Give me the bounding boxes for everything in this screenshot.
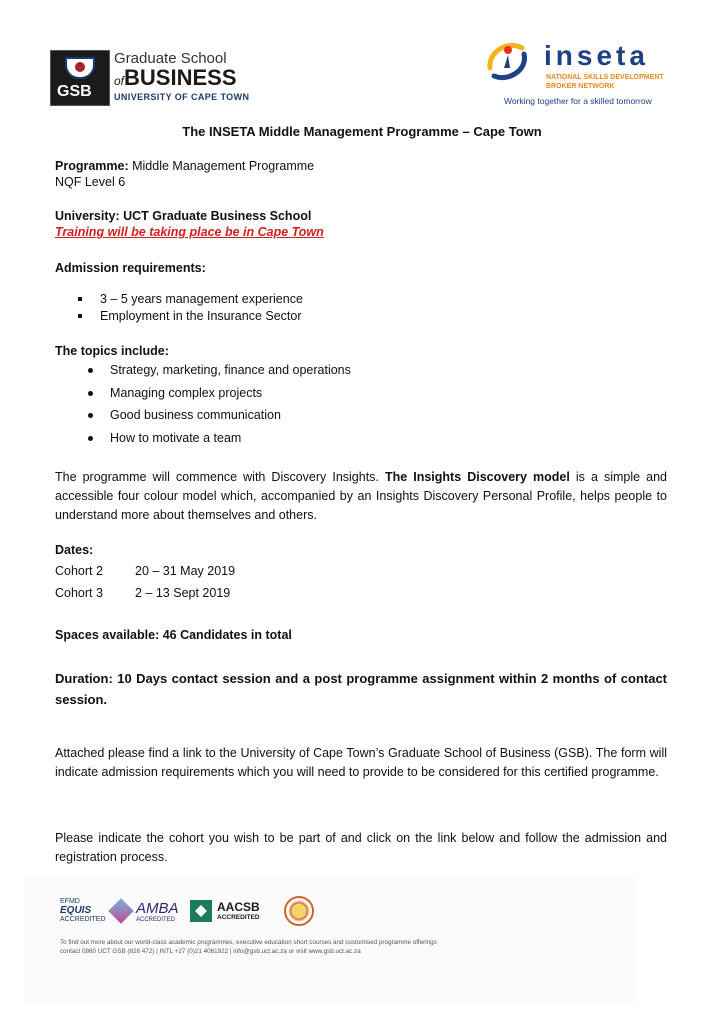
spaces-available: Spaces available: 46 Candidates in total (55, 628, 292, 642)
intro-part1: The programme will commence with Discovery Insights. (55, 470, 385, 484)
amba-label: AMBA (136, 900, 179, 917)
dates-heading: Dates: (55, 543, 94, 557)
nqf-level: NQF Level 6 (55, 175, 126, 189)
inseta-swoosh-icon (484, 38, 530, 84)
admission-heading: Admission requirements: (55, 261, 206, 275)
date-range: 2 – 13 Sept 2019 (135, 586, 231, 600)
gsb-line1: Graduate School (114, 50, 227, 67)
equis-label: EQUIS (60, 905, 92, 916)
inseta-sub1: NATIONAL SKILLS DEVELOPMENT (546, 74, 664, 81)
list-item: 3 – 5 years management experience (78, 291, 303, 308)
aacsb-square-icon (190, 900, 212, 922)
list-item: Managing complex projects (88, 382, 351, 405)
gsb-badge-text: GSB (57, 83, 92, 100)
inseta-logo (478, 22, 690, 110)
date-row (55, 560, 235, 582)
programme-value: Middle Management Programme (128, 159, 315, 173)
seal-icon (284, 896, 314, 926)
equis-logo (60, 898, 104, 923)
efmd-label: EFMD (60, 898, 80, 905)
admission-list (78, 291, 303, 325)
cohort-label: Cohort 2 (55, 564, 103, 578)
training-location-notice: Training will be taking place be in Cape Town (55, 225, 324, 239)
topics-list (88, 359, 351, 449)
equis-sub: ACCREDITED (60, 916, 106, 923)
programme-label: Programme: (55, 159, 129, 173)
aacsb-sub: ACCREDITED (217, 914, 260, 921)
indicate-paragraph: Please indicate the cohort you wish to be part of and click on the link below and follow the admission and registration process. (55, 831, 667, 864)
gsb-badge (50, 50, 110, 106)
inseta-wordmark: inseta (544, 40, 649, 71)
gsb-line3: UNIVERSITY OF CAPE TOWN (114, 92, 250, 102)
intro-part2: is a simple and accessible four colour model which, accompanied by an Insights Discovery Personal Profile, helps people to understand more about themselves and others. (55, 470, 667, 522)
amba-sub: ACCREDITED (136, 917, 176, 923)
shield-icon (65, 57, 95, 79)
list-item: How to motivate a team (88, 427, 351, 450)
footer-banner (24, 876, 636, 1004)
intro-paragraph (55, 468, 667, 525)
gsb-of: of (114, 74, 125, 88)
list-item: Employment in the Insurance Sector (78, 308, 303, 325)
gsb-logo (50, 40, 250, 110)
list-item: Strategy, marketing, finance and operations (88, 359, 351, 382)
footer-contact-text: To find out more about our world-class academic programmes, executive education short courses and customised programme offerings contact 0860 UCT GSB (828 472) | INTL +27 (0)21 4061922 | info@gsb.uct.ac.za or visit www.gsb.uct.ac.za (60, 939, 437, 955)
gsb-business: BUSINESS (124, 65, 237, 90)
university-heading: University: UCT Graduate Business School (55, 209, 312, 223)
amba-logo (112, 898, 184, 926)
programme-block (55, 158, 314, 190)
duration: Duration: 10 Days contact session and a post programme assignment within 2 months of contact session. (55, 671, 667, 707)
cohort-label: Cohort 3 (55, 586, 103, 600)
insights-model-bold: The Insights Discovery model (384, 470, 570, 484)
inseta-tagline: Working together for a skilled tomorrow (504, 96, 652, 106)
gsb-line2 (114, 67, 249, 92)
date-range: 20 – 31 May 2019 (135, 564, 236, 578)
document-title: The INSETA Middle Management Programme – Cape Town (182, 124, 542, 139)
inseta-sub2: BROKER NETWORK (546, 83, 615, 90)
attached-paragraph: Attached please find a link to the University of Cape Town’s Graduate School of Business (GSB). The form will indicate admission requirements which you will need to provide to be considered for this certified programme. (55, 746, 667, 779)
topics-heading: The topics include: (55, 344, 169, 358)
university-block (55, 208, 324, 240)
dates-table (55, 560, 235, 604)
aacsb-label: AACSB (217, 900, 260, 914)
amba-diamond-icon (108, 898, 133, 923)
aacsb-logo (190, 898, 270, 926)
list-item: Good business communication (88, 404, 351, 427)
date-row (55, 582, 235, 604)
